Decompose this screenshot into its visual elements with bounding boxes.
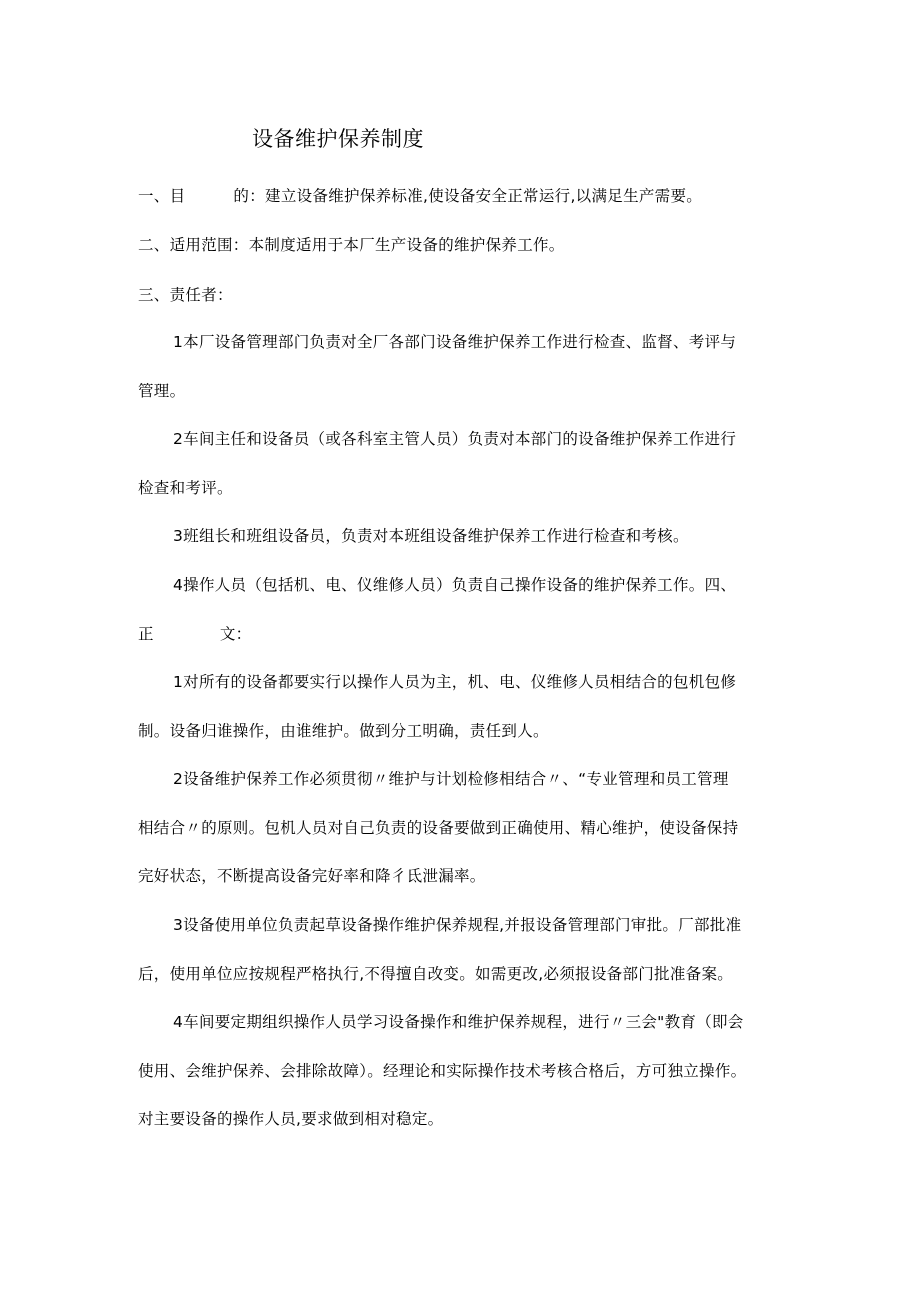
purpose-label-b: 的： [233,187,266,205]
body-label-b: 文： [219,625,252,643]
body-label [138,622,251,646]
resp-item-2-line1: 2车间主任和设备员（或各科室主管人员）负责对本部门的设备维护保养工作进行 [173,430,737,448]
body-item-1-line2: 制。设备归谁操作，由谁维护。做到分工明确，责任到人。 [138,722,549,740]
scope-text: 本制度适用于本厂生产设备的维护保养工作。 [248,236,565,254]
body-item-3-line2: 后，使用单位应按规程严格执行,不得擅自改变。如需更改,必须报设备部门批准备案。 [138,965,734,983]
resp-item-3-line1: 3班组长和班组设备员，负责对本班组设备维护保养工作进行检查和考核。 [173,527,689,545]
scope-label: 二、适用范围： [138,236,249,254]
document-title: 设备维护保养制度 [252,127,424,151]
body-item-3-line1: 3设备使用单位负责起草设备操作维护保养规程,并报设备管理部门审批。厂部批准 [173,916,742,934]
body-item-4-line3: 对主要设备的操作人员,要求做到相对稳定。 [138,1110,444,1128]
section-responsible-label: 三、责任者： [138,286,233,304]
resp-item-1-line2: 管理。 [138,382,186,400]
purpose-text: 建立设备维护保养标准,使设备安全正常运行,以满足生产需要。 [265,187,703,205]
body-item-2-line1: 2设备维护保养工作必须贯彻〃维护与计划检修相结合〃、“专业管理和员工管理 [173,770,729,788]
body-item-4-line1: 4车间要定期组织操作人员学习设备操作和维护保养规程，进行〃三会"教育（即会 [173,1013,744,1031]
resp-item-1-line1: 1本厂设备管理部门负责对全厂各部门设备维护保养工作进行检查、监督、考评与 [173,333,737,351]
body-label-a: 正 [138,625,154,643]
body-item-2-line2: 相结合〃的原则。包机人员对自己负责的设备要做到正确使用、精心维护，使设备保持 [138,819,739,837]
resp-item-4-line1: 4操作人员（包括机、电、仪维修人员）负责自己操作设备的维护保养工作。四、 [173,576,737,594]
section-scope [138,233,565,257]
purpose-label-a: 一、目 [138,187,186,205]
body-item-2-line3: 完好状态，不断提高设备完好率和降彳氐泄漏率。 [138,867,486,885]
body-item-1-line1: 1对所有的设备都要实行以操作人员为主，机、电、仪维修人员相结合的包机包修 [173,673,737,691]
section-purpose [138,184,702,208]
resp-item-2-line2: 检查和考评。 [138,479,233,497]
body-item-4-line2: 使用、会维护保养、会排除故障）。经理论和实际操作技术考核合格后，方可独立操作。 [138,1062,747,1080]
